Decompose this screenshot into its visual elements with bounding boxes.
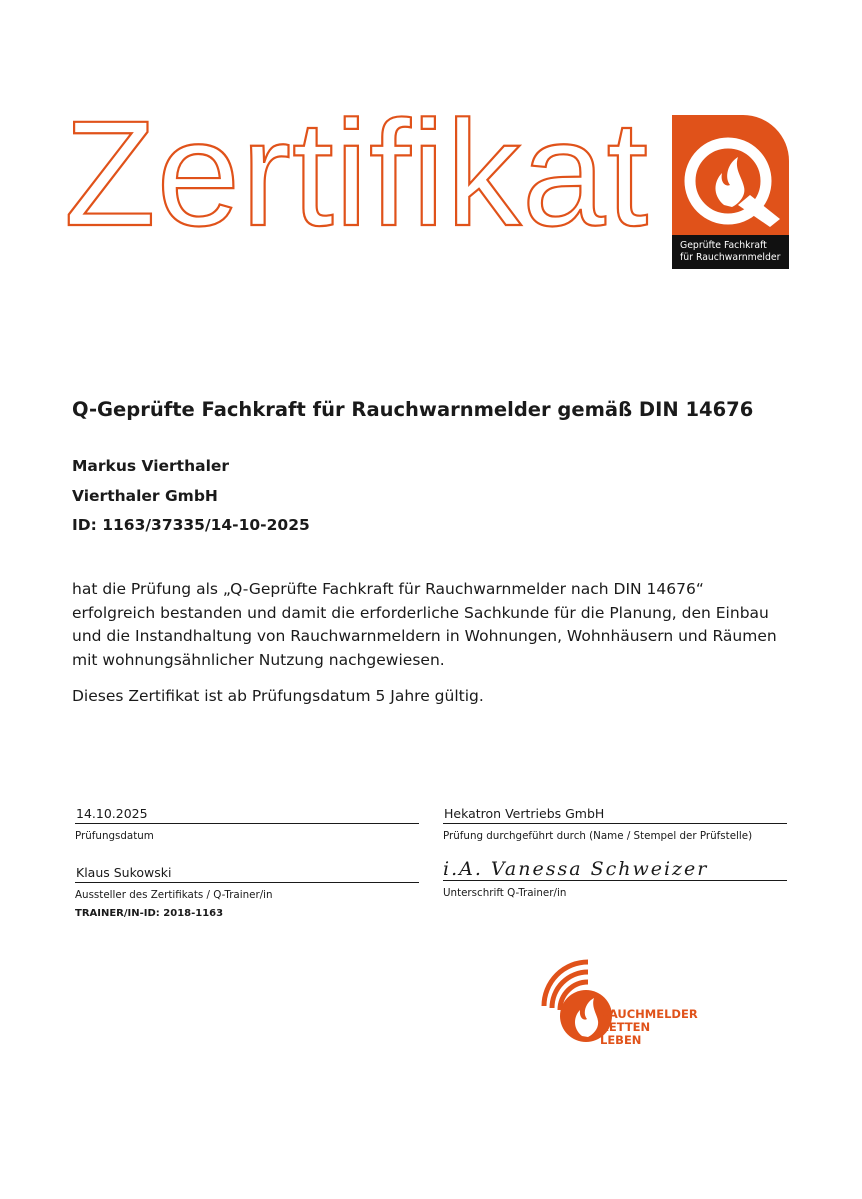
recipient-name: Markus Vierthaler [72,457,230,475]
badge-caption-line2: für Rauchwarnmelder [680,252,781,263]
footer-slogan-line1: RAUCHMELDER [600,1007,698,1021]
badge-caption-line1: Geprüfte Fachkraft [680,240,767,251]
examiner-org-value: Hekatron Vertriebs GmbH [443,806,787,824]
issuer-label: Aussteller des Zertifikats / Q-Trainer/in [75,889,273,901]
exam-date-field [75,806,419,842]
footer-slogan [600,1008,698,1047]
signature-label: Unterschrift Q-Trainer/in [443,887,567,899]
issuer-field [75,865,419,901]
validity-statement: Dieses Zertifikat ist ab Prüfungsdatum 5 Jahre gültig. [72,687,484,705]
footer-slogan-line2: RETTEN [600,1020,651,1034]
examiner-org-field [443,806,787,842]
recipient-company: Vierthaler GmbH [72,486,218,505]
q-badge-logo [672,115,789,269]
q-flame-icon [672,115,789,235]
issuer-value: Klaus Sukowski [75,865,419,883]
certificate-title: Zertifikat [64,89,650,257]
exam-date-label: Prüfungsdatum [75,830,154,842]
certificate-id: ID: 1163/37335/14-10-2025 [72,516,310,534]
trainer-id: TRAINER/IN-ID: 2018-1163 [75,908,224,919]
badge-caption [672,235,789,269]
qualification-heading: Q-Geprüfte Fachkraft für Rauchwarnmelder gemäß DIN 14676 [72,398,754,421]
exam-date-value: 14.10.2025 [75,806,419,824]
examiner-org-label: Prüfung durchgeführt durch (Name / Stempel der Prüfstelle) [443,830,753,842]
footer-slogan-line3: LEBEN [600,1033,642,1047]
recipient-block [72,452,310,541]
certificate-body: hat die Prüfung als „Q-Geprüfte Fachkraft für Rauchwarnmelder nach DIN 14676“ erfolgreich bestanden und damit die erforderliche Sachkunde für die Planung, den Einbau und die Instandhaltung von Rauchwarnmeldern in Wohnungen, Wohnhäusern und Räumen mit wohnungsähnlicher Nutzung nachgewiesen. [72,580,777,669]
handwritten-signature: i.A. Vanessa Schweizer [443,858,787,881]
signature-field [443,858,787,899]
